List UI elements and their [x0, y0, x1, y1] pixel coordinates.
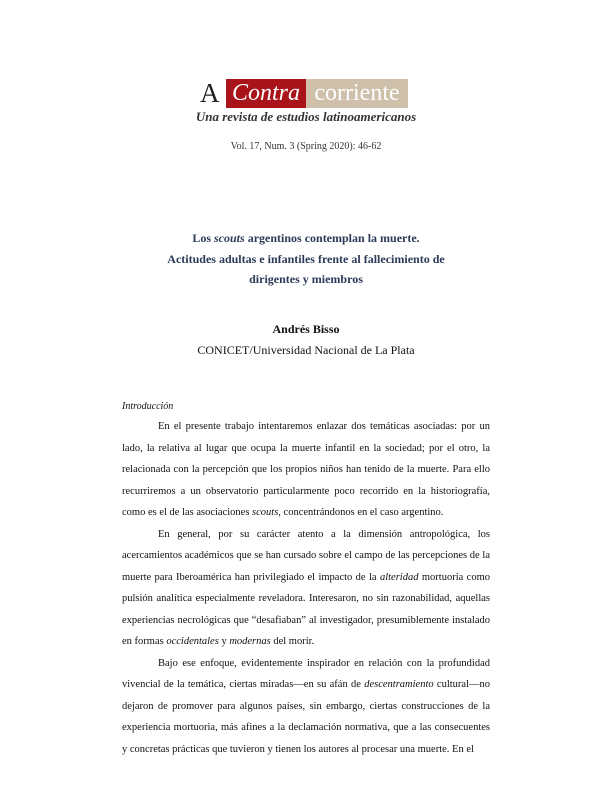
- p1-emphasis: scouts: [252, 507, 279, 518]
- section-heading: Introducción: [122, 401, 174, 412]
- p2-text-b: mortuoria como pulsión analítica especialmente reveladora. Interesaron, no sin razonabilidad, aquellas experiencias necrológicas que “desafiaban” al investigador, presumiblemente instalado en formas: [122, 571, 490, 647]
- author-name: Andrés Bisso: [272, 322, 340, 336]
- title-suffix: argentinos contemplan la muerte.: [244, 231, 420, 245]
- p1-text-b: , concentrándonos en el caso argentino.: [278, 507, 444, 518]
- logo-letter-a: A: [200, 78, 220, 108]
- title-line-2: Actitudes adultas e infantiles frente al fallecimiento de: [167, 251, 445, 266]
- paragraph-2: [122, 524, 490, 653]
- p3-text-b: cultural—no dejaron de promover para algunos países, sin embargo, ciertas construcciones de la experiencia mortuoria, más afines a la declamación normativa, que a las consecuentes y concretas prácticas que tuvieron y tienen los autores al procesar una muerte. En el: [122, 679, 490, 755]
- p3-text-a: Bajo ese enfoque, evidentemente inspirador en relación con la profundidad vivencial de la temática, ciertas miradas—en su afán de: [122, 657, 490, 690]
- p2-emphasis-1: alteridad: [379, 571, 419, 583]
- journal-subtitle: Una revista de estudios latinoamericanos: [195, 109, 417, 124]
- title-line-3: dirigentes y miembros: [249, 272, 363, 286]
- p2-text-a: En general, por su carácter atento a la dimensión antropológica, los acercamientos académicos que se han cursado sobre el campo de las percepciones de la muerte para Iberoamérica han privilegiado el impacto de la: [122, 528, 490, 583]
- title-italic-word: scouts: [214, 231, 245, 245]
- p3-emphasis: descentramiento: [364, 679, 434, 690]
- journal-logo: [200, 79, 408, 108]
- logo-corriente: corriente: [306, 79, 408, 108]
- p1-text-a: En el presente trabajo intentaremos enlazar dos temáticas asociadas: por un lado, la relativa al lugar que ocupa la muerte infantil en la sociedad; por el otro, la relacionada con la percepción que los propios niños han tenido de la muerte. Para ello recurriremos a un observatorio particularmente poco recorrido en la historiografía, como es el de las asociaciones: [122, 421, 490, 518]
- paragraph-1: [122, 416, 490, 524]
- paragraph-3: [122, 653, 490, 761]
- p2-text-d: del morir.: [270, 636, 315, 647]
- p2-text-c: y: [218, 636, 230, 647]
- title-prefix: Los: [192, 231, 214, 245]
- title-line-1: [0, 228, 612, 249]
- p2-emphasis-3: modernas: [229, 636, 271, 647]
- body-text: [122, 416, 490, 760]
- author-affiliation: CONICET/Universidad Nacional de La Plata: [197, 343, 415, 357]
- article-title: [0, 228, 612, 290]
- p2-emphasis-2: occidentales: [166, 636, 219, 647]
- logo-contra: Contra: [226, 79, 306, 108]
- volume-info: Vol. 17, Num. 3 (Spring 2020): 46-62: [230, 141, 382, 152]
